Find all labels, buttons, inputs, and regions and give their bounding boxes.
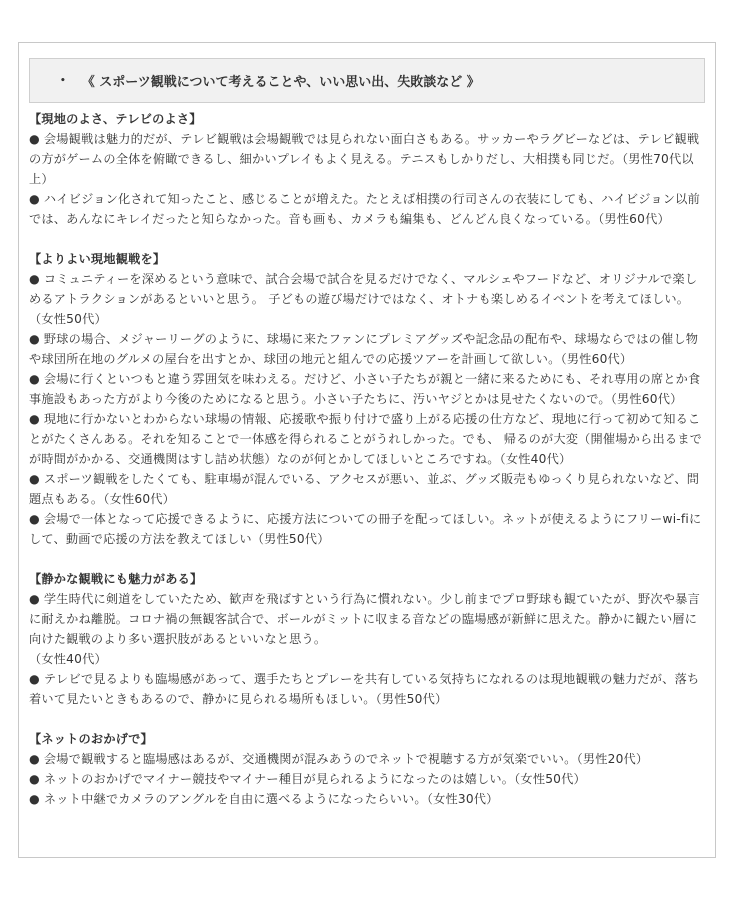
comment-item: （女性40代） <box>29 652 107 666</box>
section-heading: 【よりよい現地観戦を】 <box>29 252 166 266</box>
article-frame <box>18 42 716 858</box>
section-thanks-to-net <box>29 729 705 809</box>
comment-item: ● 学生時代に剣道をしていたため、歓声を飛ばすという行為に慣れない。少し前までプロ野球も観ていたが、野次や暴言に耐えかね離脱。コロナ禍の無観客試合で、ボールがミットに収まる音などの臨場感が新鮮に思えた。静かに観たい層に向けた観戦のより多い選択肢があるといいなと思う。 <box>29 592 700 646</box>
comment-item: ● ネット中継でカメラのアングルを自由に選べるようになったらいい。（女性30代） <box>29 792 499 806</box>
comment-item: ● テレビで見るよりも臨場感があって、選手たちとプレーを共有している気持ちになれるのは現地観戦の魅力だが、落ち着いて見たいときもあるので、静かに見られる場所もほしい。（男性50代） <box>29 672 700 706</box>
topic-title: 《 スポーツ観戦について考えることや、いい思い出、失敗談など 》 <box>81 75 480 90</box>
comment-item: ● 会場で観戦すると臨場感はあるが、交通機関が混みあうのでネットで視聴する方が気楽でいい。（男性20代） <box>29 752 649 766</box>
comment-item: ● ハイビジョン化されて知ったこと、感じることが増えた。たとえば相撲の行司さんの衣装にしても、ハイビジョン以前では、あんなにキレイだったと知らなかった。音も画も、カメラも編集も、どんどん良くなっている。（男性60代） <box>29 192 700 226</box>
comment-item: ● 現地に行かないとわからない球場の情報、応援歌や振り付けで盛り上がる応援の仕方など、現地に行って初めて知ることがたくさんある。それを知ることで一体感を得られることがうれしかった。でも、 帰るのが大変（開催場から出るまでが時間がかかる、交通機関はすし詰め状態）なのが何とかしてほしいところですね。（女性40代） <box>29 412 702 466</box>
comment-item: ● コミュニティーを深めるという意味で、試合会場で試合を見るだけでなく、マルシェやフードなど、オリジナルで楽しめるアトラクションがあるといいと思う。 子どもの遊び場だけではなく、オトナも楽しめるイベントを考えてほしい。（女性50代） <box>29 272 698 326</box>
section-quiet-viewing <box>29 569 705 709</box>
topic-header <box>29 58 705 103</box>
section-better-local <box>29 249 705 549</box>
comment-item: ● 会場で一体となって応援できるように、応援方法についての冊子を配ってほしい。ネットが使えるようにフリーwi-fiにして、動画で応援の方法を教えてほしい（男性50代） <box>29 512 702 546</box>
section-heading: 【現地のよさ、テレビのよさ】 <box>29 112 202 126</box>
comment-item: ● 会場観戦は魅力的だが、テレビ観戦は会場観戦では見られない面白さもある。サッカーやラグビーなどは、テレビ観戦の方がゲームの全体を俯瞰できるし、細かいプレイもよく見える。テニスもしかりだし、大相撲も同じだ。（男性70代以上） <box>29 132 700 186</box>
comment-item: ● ネットのおかげでマイナー競技やマイナー種目が見られるようになったのは嬉しい。（女性50代） <box>29 772 586 786</box>
comment-item: ● 野球の場合、メジャーリーグのように、球場に来たファンにプレミアグッズや記念品の配布や、球場ならではの催し物や球団所在地のグルメの屋台を出すとか、球団の地元と組んでの応援ツアーを計画して欲しい。（男性60代） <box>29 332 699 366</box>
comment-item: ● 会場に行くといつもと違う雰囲気を味わえる。だけど、小さい子たちが親と一緒に来るためにも、それ専用の席とか食事施設もあった方がより今後のためになると思う。小さい子たちに、汚いヤジとかは見せたくないので。（男性60代） <box>29 372 701 406</box>
section-heading: 【ネットのおかげで】 <box>29 732 153 746</box>
bullet-icon: • <box>60 75 66 86</box>
section-local-vs-tv <box>29 109 705 229</box>
section-heading: 【静かな観戦にも魅力がある】 <box>29 572 203 586</box>
comment-item: ● スポーツ観戦をしたくても、駐車場が混んでいる、アクセスが悪い、並ぶ、グッズ販売もゆっくり見られないなど、問題点もある。（女性60代） <box>29 472 700 506</box>
article-content <box>19 103 715 809</box>
